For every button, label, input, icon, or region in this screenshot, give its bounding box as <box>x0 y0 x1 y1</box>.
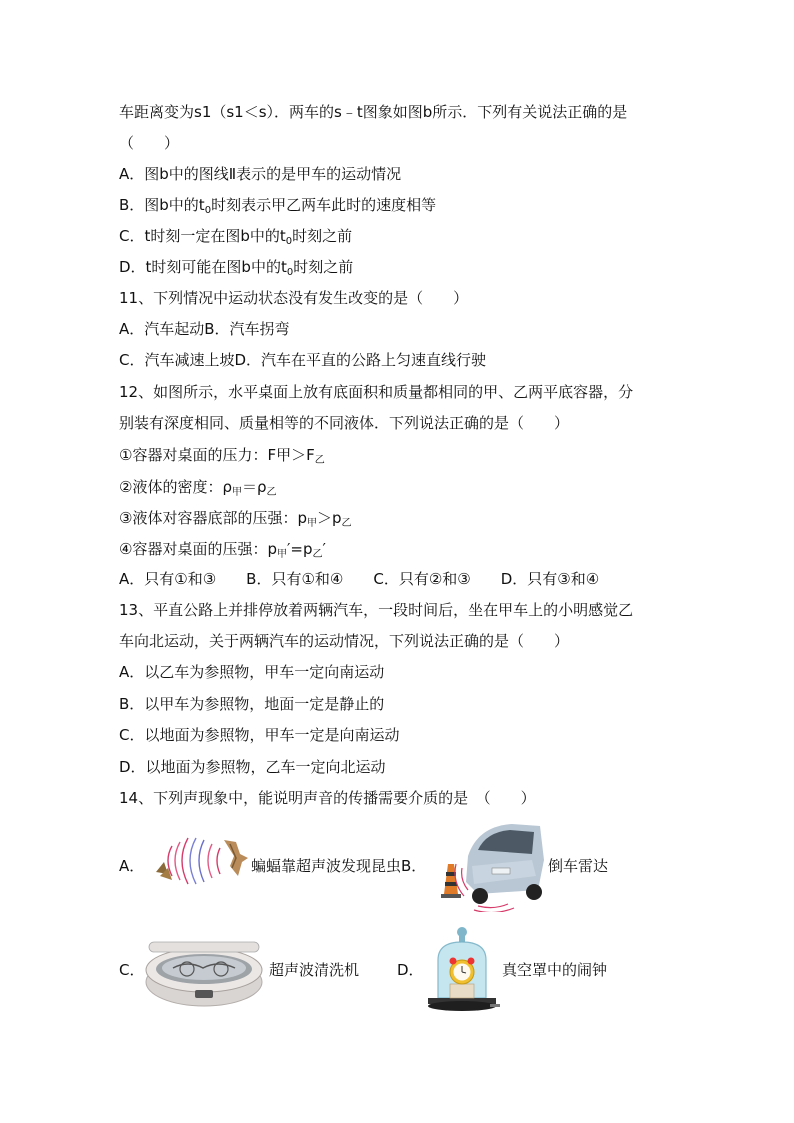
q13-option-d: D．以地面为参照物，乙车一定向北运动 <box>119 758 386 776</box>
ultrasonic-cleaner-image <box>143 932 265 1008</box>
q14-option-c-letter: C． <box>119 961 145 979</box>
q14-option-d-text: 真空罩中的闹钟 <box>502 961 608 979</box>
q13-option-a: A．以乙车为参照物，甲车一定向南运动 <box>119 663 385 681</box>
bat-icon <box>224 840 248 876</box>
q13-stem-line2: 车向北运动，关于两辆汽车的运动情况，下列说法正确的是（ ） <box>119 632 570 650</box>
reversing-car-image <box>438 820 546 912</box>
q12-stem-line2: 别装有深度相同、质量相等的不同液体．下列说法正确的是（ ） <box>119 414 570 432</box>
q14-option-b-text: 倒车雷达 <box>548 857 609 875</box>
q14-option-c-text: 超声波清洗机 <box>269 961 360 979</box>
q13-option-c: C．以地面为参照物，甲车一定是向南运动 <box>119 726 400 744</box>
car-icon <box>466 824 544 904</box>
q13-option-b: B．以甲车为参照物，地面一定是静止的 <box>119 695 385 713</box>
alarm-clock-icon <box>450 958 475 999</box>
q12-statement-3: ③液体对容器底部的压强：$p_甲>p_乙$ <box>119 509 352 529</box>
q11-options-ab: A．汽车起动B．汽车拐弯 <box>119 320 290 338</box>
q10-option-d: D．t时刻可能在图b中的$t_0$时刻之前 <box>119 258 354 278</box>
q10-option-b: B．图b中的$t_0$时刻表示甲乙两车此时的速度相等 <box>119 196 437 216</box>
q10-answer-paren: （ ） <box>119 134 180 152</box>
q12-statement-1: ①容器对桌面的压力：F甲$>F_乙$ <box>119 446 325 466</box>
q14-option-a-text: 蝙蝠靠超声波发现昆虫B． <box>251 857 427 875</box>
q12-stem-line1: 12、如图所示，水平桌面上放有底面积和质量都相同的甲、乙两平底容器，分 <box>119 383 634 401</box>
q14-option-a-letter: A． <box>119 857 145 875</box>
traffic-cone-icon <box>441 864 461 898</box>
q10-stem-line: 车距离变为s1（s1＜s）．两车的s﹣t图象如图b所示．下列有关说法正确的是 <box>119 103 628 121</box>
q12-statement-2: ②液体的密度：$\rho_甲=\rho_乙$ <box>119 478 277 498</box>
bat-ultrasound-image <box>150 832 250 888</box>
cleaner-icon <box>146 942 262 1006</box>
q11-options-cd: C．汽车减速上坡D．汽车在平直的公路上匀速直线行驶 <box>119 351 487 369</box>
q10-option-a: A．图b中的图线Ⅱ表示的是甲车的运动情况 <box>119 165 402 183</box>
q14-option-d-letter: D． <box>397 961 424 979</box>
q12-statement-4: ④容器对桌面的压强：$p_甲'=p_乙'$ <box>119 540 326 560</box>
ultrasound-waves-icon <box>168 838 220 884</box>
q12-options: A．只有①和③ B．只有①和④ C．只有②和③ D．只有③和④ <box>119 570 600 588</box>
q13-stem-line1: 13、平直公路上并排停放着两辆汽车，一段时间后，坐在甲车上的小明感觉乙 <box>119 601 634 619</box>
q11-stem: 11、下列情况中运动状态没有发生改变的是（ ） <box>119 289 469 307</box>
q14-stem: 14、下列声现象中，能说明声音的传播需要介质的是 （ ） <box>119 789 536 807</box>
vacuum-jar-clock-image <box>424 926 500 1014</box>
q10-option-c: C．t时刻一定在图b中的$t_0$时刻之前 <box>119 227 353 247</box>
